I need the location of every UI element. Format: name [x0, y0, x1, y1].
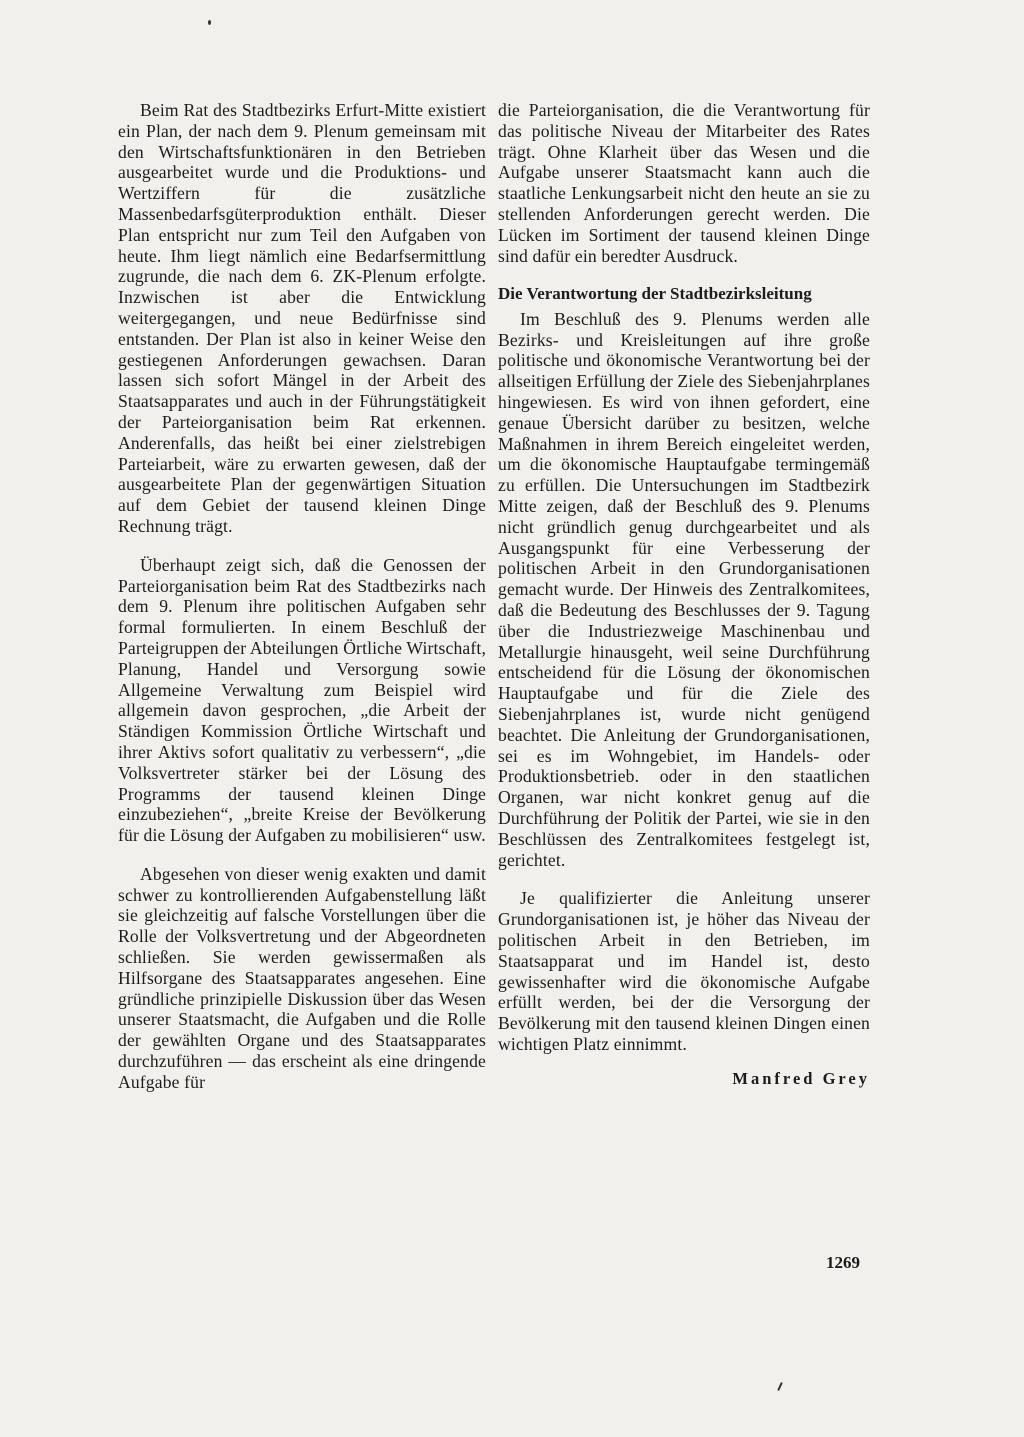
section-heading: Die Verantwortung der Stadtbezirksleitung: [498, 284, 812, 304]
paragraph-4: Im Beschluß des 9. Plenums werden alle Bezirks- und Kreisleitungen auf ihre große politische und ökonomische Verantwortung bei der allseitigen Erfüllung der Ziele des Siebenjahrplanes hingewiesen. Es wird von ihnen gefordert, eine genaue Übersicht darüber zu besitzen, welche Maßnahmen in ihrem Bereich eingeleitet werden, um die ökonomische Hauptaufgabe termingemäß zu erfüllen. Die Untersuchungen im Stadtbezirk Mitte zeigen, daß der Beschluß des 9. Plenums nicht gründlich genug durchgearbeitet und als Ausgangspunkt für eine Verbesserung der politischen Arbeit in den Grundorganisationen gemacht wurde. Der Hinweis des Zentralkomitees, daß die Bedeutung des Beschlusses der 9. Tagung über die Industriezweige Maschinenbau und Metallurgie hinausgeht, weil seine Durchführung entscheidend für die Lösung der ökonomischen Hauptaufgabe und für die Ziele des Siebenjahrplanes ist, wurde nicht genügend beachtet. Die Anleitung der Grundorganisationen, sei es im Wohngebiet, im Handels- oder Produktionsbetrieb. oder in den staatlichen Organen, war nicht konkret genug auf die Durchführung der Politik der Partei, wie sie in den Beschlüssen des Zentralkomitees festgelegt ist, gerichtet.: [498, 308, 870, 870]
left-column: [118, 100, 486, 1111]
paragraph-2: Überhaupt zeigt sich, daß die Genossen der Parteiorganisation beim Rat des Stadtbezirks nach dem 9. Plenum ihre politischen Aufgaben sehr formal formulierten. In einem Beschluß der Parteigruppen der Abteilungen Örtliche Wirtschaft, Planung, Handel und Versorgung sowie Allgemeine Verwaltung zum Beispiel wird allgemein davon gesprochen, „die Arbeit der Ständigen Kommission Örtliche Wirtschaft und ihrer Aktivs sofort qualitativ zu verbessern“, „die Volksvertreter stärker bei der Lösung des Programms der tausend kleinen Dinge einzubeziehen“, „breite Kreise der Bevölkerung für die Lösung der Aufgaben zu mobilisieren“ usw.: [118, 554, 486, 846]
author-signature: Manfred Grey: [732, 1068, 870, 1088]
paragraph-1: Beim Rat des Stadtbezirks Erfurt-Mitte existiert ein Plan, der nach dem 9. Plenum gemeinsam mit den Wirtschaftsfunktionären in den Betrieben ausgearbeitet wurde und die Produktions- und Wertziffern für die zusätzliche Massenbedarfsgüterproduktion enthält. Dieser Plan entspricht nur zum Teil den Aufgaben von heute. Ihm liegt nämlich eine Bedarfsermittlung zugrunde, die nach dem 6. ZK-Plenum erfolgte. Inzwischen ist aber die Entwicklung weitergegangen, und neue Bedürfnisse sind entstanden. Der Plan ist also in keiner Weise den gestiegenen Anforderungen gewachsen. Daran lassen sich sofort Mängel in der Arbeit des Staatsapparates und auch in der Führungstätigkeit der Parteiorganisation beim Rat erkennen. Anderenfalls, das heißt bei einer zielstrebigen Parteiarbeit, wäre zu erwarten gewesen, daß der ausgearbeitete Plan der gegenwärtigen Situation auf dem Gebiet der tausend kleinen Dinge Rechnung trägt.: [118, 100, 486, 536]
paragraph-continuation: die Parteiorganisation, die die Verantwortung für das politische Niveau der Mitarbeiter des Rates trägt. Ohne Klarheit über das Wesen und die Aufgabe unserer Staatsmacht kann auch die staatliche Lenkungsarbeit nicht den heute an sie zu stellenden Anforderungen gerecht werden. Die Lücken im Sortiment der tausend kleinen Dinge sind dafür ein beredter Ausdruck.: [498, 100, 870, 266]
paragraph-3: Abgesehen von dieser wenig exakten und damit schwer zu kontrollierenden Aufgabenstellung läßt sie gleichzeitig auf falsche Vorstellungen über die Rolle der Volksvertretung und der Abgeordneten schließen. Sie werden gewissermaßen als Hilfsorgane des Staatsapparates angesehen. Eine gründliche prinzipielle Diskussion über das Wesen unserer Staatsmacht, die Aufgaben und die Rolle der gewählten Organe und des Staatsapparates durchzuführen — das erscheint als eine dringende Aufgabe für: [118, 863, 486, 1092]
paragraph-5: Je qualifizierter die Anleitung unserer Grundorganisationen ist, je höher das Niveau der politischen Arbeit in den Betrieben, im Staatsapparat und im Handel ist, desto gewissenhafter wird die ökonomische Aufgabe erfüllt werden, bei der die Versorgung der Bevölkerung mit den tausend kleinen Dingen einen wichtigen Platz einnimmt.: [498, 888, 870, 1054]
scan-speck: [777, 1382, 783, 1391]
right-column: [498, 100, 870, 1089]
page-number: 1269: [826, 1253, 860, 1272]
scan-speck: [208, 20, 211, 25]
